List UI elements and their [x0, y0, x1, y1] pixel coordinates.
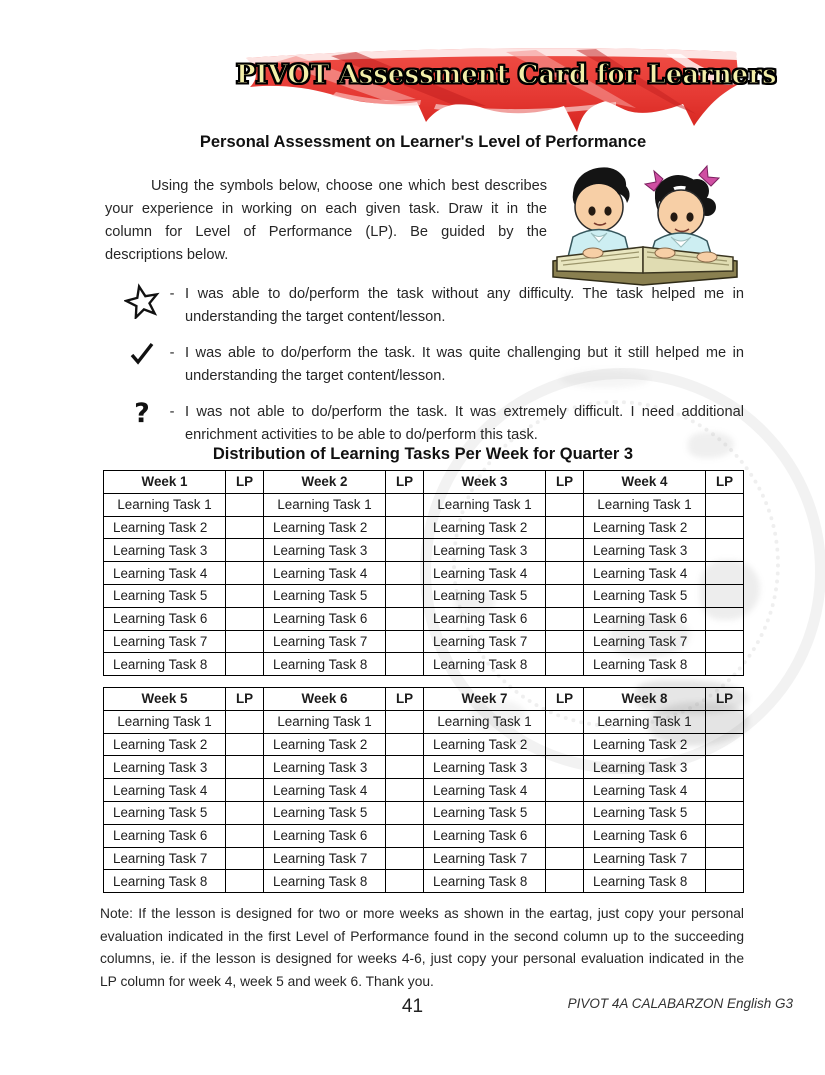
task-cell: Learning Task 4: [424, 562, 546, 585]
task-cell: Learning Task 1: [104, 710, 226, 733]
lp-cell: [226, 653, 264, 676]
learning-tasks-table-weeks-5-8: [103, 687, 744, 893]
lp-cell: [226, 870, 264, 893]
lp-cell: [706, 847, 744, 870]
ribbon-graphic: [236, 44, 777, 136]
task-cell: Learning Task 3: [264, 756, 386, 779]
table-row: [104, 824, 744, 847]
week-header-cell: Week 8: [584, 688, 706, 711]
lp-header-cell: LP: [226, 471, 264, 494]
lp-cell: [226, 779, 264, 802]
week-header-cell: Week 6: [264, 688, 386, 711]
lp-cell: [386, 824, 424, 847]
table-row: [104, 733, 744, 756]
lp-cell: [386, 847, 424, 870]
lp-header-cell: LP: [706, 688, 744, 711]
page-number: 41: [401, 996, 424, 1017]
task-cell: Learning Task 5: [264, 584, 386, 607]
task-cell: Learning Task 5: [584, 584, 706, 607]
lp-cell: [706, 539, 744, 562]
lp-cell: [706, 870, 744, 893]
legend-item-star: [120, 283, 744, 329]
lp-cell: [226, 516, 264, 539]
task-cell: Learning Task 7: [424, 630, 546, 653]
lp-cell: [706, 584, 744, 607]
task-cell: Learning Task 4: [424, 779, 546, 802]
table-row: [104, 607, 744, 630]
lp-cell: [706, 493, 744, 516]
task-cell: Learning Task 6: [584, 607, 706, 630]
week-header-cell: Week 4: [584, 471, 706, 494]
dash: -: [169, 404, 175, 420]
lp-cell: [706, 516, 744, 539]
task-cell: Learning Task 8: [104, 653, 226, 676]
lp-cell: [226, 630, 264, 653]
lp-cell: [546, 824, 584, 847]
task-cell: Learning Task 6: [424, 607, 546, 630]
task-cell: Learning Task 2: [104, 733, 226, 756]
lp-cell: [386, 710, 424, 733]
lp-cell: [386, 733, 424, 756]
lp-cell: [546, 630, 584, 653]
task-cell: Learning Task 4: [264, 779, 386, 802]
task-cell: Learning Task 7: [264, 630, 386, 653]
page-title: Personal Assessment on Learner's Level of Performance: [199, 133, 647, 151]
lp-cell: [546, 539, 584, 562]
lp-header-cell: LP: [386, 471, 424, 494]
week-header-cell: Week 3: [424, 471, 546, 494]
task-cell: Learning Task 8: [424, 653, 546, 676]
task-cell: Learning Task 7: [584, 847, 706, 870]
task-cell: Learning Task 4: [264, 562, 386, 585]
table-row: [104, 779, 744, 802]
lp-cell: [226, 801, 264, 824]
task-cell: Learning Task 3: [264, 539, 386, 562]
task-cell: Learning Task 1: [264, 710, 386, 733]
lp-cell: [226, 539, 264, 562]
lp-cell: [706, 653, 744, 676]
task-cell: Learning Task 4: [584, 779, 706, 802]
lp-cell: [226, 847, 264, 870]
children-reading-illustration: [547, 149, 745, 291]
lp-cell: [546, 756, 584, 779]
table-row: [104, 653, 744, 676]
lp-cell: [546, 562, 584, 585]
lp-header-cell: LP: [386, 688, 424, 711]
task-cell: Learning Task 2: [584, 516, 706, 539]
task-cell: Learning Task 6: [104, 607, 226, 630]
task-cell: Learning Task 8: [584, 870, 706, 893]
task-cell: Learning Task 1: [104, 493, 226, 516]
lp-cell: [226, 824, 264, 847]
task-cell: Learning Task 4: [104, 779, 226, 802]
table-row: [104, 584, 744, 607]
lp-cell: [706, 824, 744, 847]
legend-item-check: [120, 342, 744, 388]
learning-tasks-table-weeks-1-4: [103, 470, 744, 676]
task-cell: Learning Task 5: [264, 801, 386, 824]
task-cell: Learning Task 6: [264, 607, 386, 630]
lp-cell: [226, 756, 264, 779]
note-paragraph: Note: If the lesson is designed for two or more weeks as shown in the eartag, just copy your personal evaluation indicated in the first Level of Performance found in the second column up to the succeeding columns, ie. if the lesson is designed for weeks 4-6, just copy your personal evaluation indicated in the LP column for week 4, week 5 and week 6. Thank you.: [100, 906, 744, 989]
lp-cell: [546, 801, 584, 824]
intro-paragraph: Using the symbols below, choose one which best describes your experience in working on each given task. Draw it in the column for Level of Performance (LP). Be guided by the descriptions below.: [105, 178, 547, 263]
table-row: [104, 493, 744, 516]
task-cell: Learning Task 8: [264, 653, 386, 676]
task-cell: Learning Task 5: [424, 801, 546, 824]
lp-cell: [386, 607, 424, 630]
table-row: [104, 562, 744, 585]
banner-ribbon: [236, 44, 777, 136]
lp-header-cell: LP: [226, 688, 264, 711]
task-cell: Learning Task 2: [264, 516, 386, 539]
lp-cell: [386, 653, 424, 676]
task-cell: Learning Task 2: [584, 733, 706, 756]
lp-cell: [226, 710, 264, 733]
dash: -: [169, 286, 175, 302]
lp-cell: [386, 779, 424, 802]
task-cell: Learning Task 1: [584, 493, 706, 516]
task-cell: Learning Task 7: [424, 847, 546, 870]
lp-cell: [386, 630, 424, 653]
dash: -: [169, 345, 175, 361]
lp-cell: [546, 870, 584, 893]
lp-cell: [546, 607, 584, 630]
legend-text-check: I was able to do/perform the task. It was quite challenging but it still helped me in understanding the target content/lesson.: [185, 345, 744, 384]
lp-cell: [546, 710, 584, 733]
table-section-title: Distribution of Learning Tasks Per Week for Quarter 3: [212, 445, 634, 463]
task-cell: Learning Task 2: [264, 733, 386, 756]
lp-cell: [706, 607, 744, 630]
table-row: [104, 710, 744, 733]
lp-cell: [546, 493, 584, 516]
lp-cell: [226, 733, 264, 756]
lp-cell: [226, 607, 264, 630]
lp-cell: [386, 516, 424, 539]
week-header-cell: Week 5: [104, 688, 226, 711]
task-cell: Learning Task 3: [104, 539, 226, 562]
task-cell: Learning Task 3: [424, 756, 546, 779]
table-row: [104, 870, 744, 893]
task-cell: Learning Task 8: [104, 870, 226, 893]
lp-header-cell: LP: [706, 471, 744, 494]
task-cell: Learning Task 6: [584, 824, 706, 847]
lp-cell: [386, 756, 424, 779]
task-cell: Learning Task 1: [584, 710, 706, 733]
table-row: [104, 630, 744, 653]
lp-header-cell: LP: [546, 471, 584, 494]
task-cell: Learning Task 3: [424, 539, 546, 562]
task-cell: Learning Task 7: [104, 630, 226, 653]
lp-cell: [546, 733, 584, 756]
task-cell: Learning Task 2: [104, 516, 226, 539]
table-row: [104, 539, 744, 562]
footer-source: PIVOT 4A CALABARZON English G3: [567, 996, 793, 1011]
question-icon: ?: [134, 398, 150, 429]
legend-text-question: I was not able to do/perform the task. It was extremely difficult. I need additional enrichment activities to be able to do/perform this task.: [185, 404, 744, 443]
task-cell: Learning Task 5: [104, 801, 226, 824]
lp-cell: [546, 584, 584, 607]
table-row: [104, 756, 744, 779]
table-row: [104, 801, 744, 824]
lp-cell: [386, 870, 424, 893]
task-cell: Learning Task 5: [584, 801, 706, 824]
task-cell: Learning Task 3: [584, 756, 706, 779]
lp-cell: [386, 493, 424, 516]
lp-cell: [386, 801, 424, 824]
table-row: [104, 516, 744, 539]
task-cell: Learning Task 7: [264, 847, 386, 870]
task-cell: Learning Task 7: [584, 630, 706, 653]
task-cell: Learning Task 3: [584, 539, 706, 562]
lp-cell: [226, 493, 264, 516]
lp-cell: [706, 630, 744, 653]
task-cell: Learning Task 1: [264, 493, 386, 516]
task-cell: Learning Task 1: [424, 710, 546, 733]
lp-header-cell: LP: [546, 688, 584, 711]
task-cell: Learning Task 2: [424, 516, 546, 539]
legend-item-question: [120, 398, 744, 447]
task-cell: Learning Task 3: [104, 756, 226, 779]
task-cell: Learning Task 2: [424, 733, 546, 756]
lp-cell: [386, 562, 424, 585]
star-icon: [120, 283, 164, 324]
lp-cell: [386, 539, 424, 562]
lp-cell: [706, 779, 744, 802]
lp-cell: [706, 733, 744, 756]
task-cell: Learning Task 8: [264, 870, 386, 893]
task-cell: Learning Task 6: [264, 824, 386, 847]
task-cell: Learning Task 5: [424, 584, 546, 607]
task-cell: Learning Task 8: [584, 653, 706, 676]
lp-cell: [546, 847, 584, 870]
table-header-row: [104, 688, 744, 711]
week-header-cell: Week 7: [424, 688, 546, 711]
task-cell: Learning Task 6: [424, 824, 546, 847]
table-header-row: [104, 471, 744, 494]
task-cell: Learning Task 1: [424, 493, 546, 516]
lp-cell: [706, 710, 744, 733]
lp-cell: [546, 516, 584, 539]
lp-cell: [706, 756, 744, 779]
task-cell: Learning Task 5: [104, 584, 226, 607]
lp-cell: [386, 584, 424, 607]
check-icon: [120, 342, 164, 371]
legend-text-star: I was able to do/perform the task without any difficulty. The task helped me in understanding the target content/lesson.: [185, 286, 744, 325]
task-cell: Learning Task 4: [104, 562, 226, 585]
lp-cell: [706, 562, 744, 585]
lp-cell: [546, 653, 584, 676]
lp-cell: [706, 801, 744, 824]
symbol-legend: [120, 283, 744, 460]
lp-cell: [226, 562, 264, 585]
task-cell: Learning Task 4: [584, 562, 706, 585]
table-row: [104, 847, 744, 870]
banner-title: PIVOT Assessment Card for Learners: [236, 60, 777, 90]
task-cell: Learning Task 6: [104, 824, 226, 847]
task-cell: Learning Task 7: [104, 847, 226, 870]
lp-cell: [546, 779, 584, 802]
week-header-cell: Week 2: [264, 471, 386, 494]
week-header-cell: Week 1: [104, 471, 226, 494]
lp-cell: [226, 584, 264, 607]
task-cell: Learning Task 8: [424, 870, 546, 893]
